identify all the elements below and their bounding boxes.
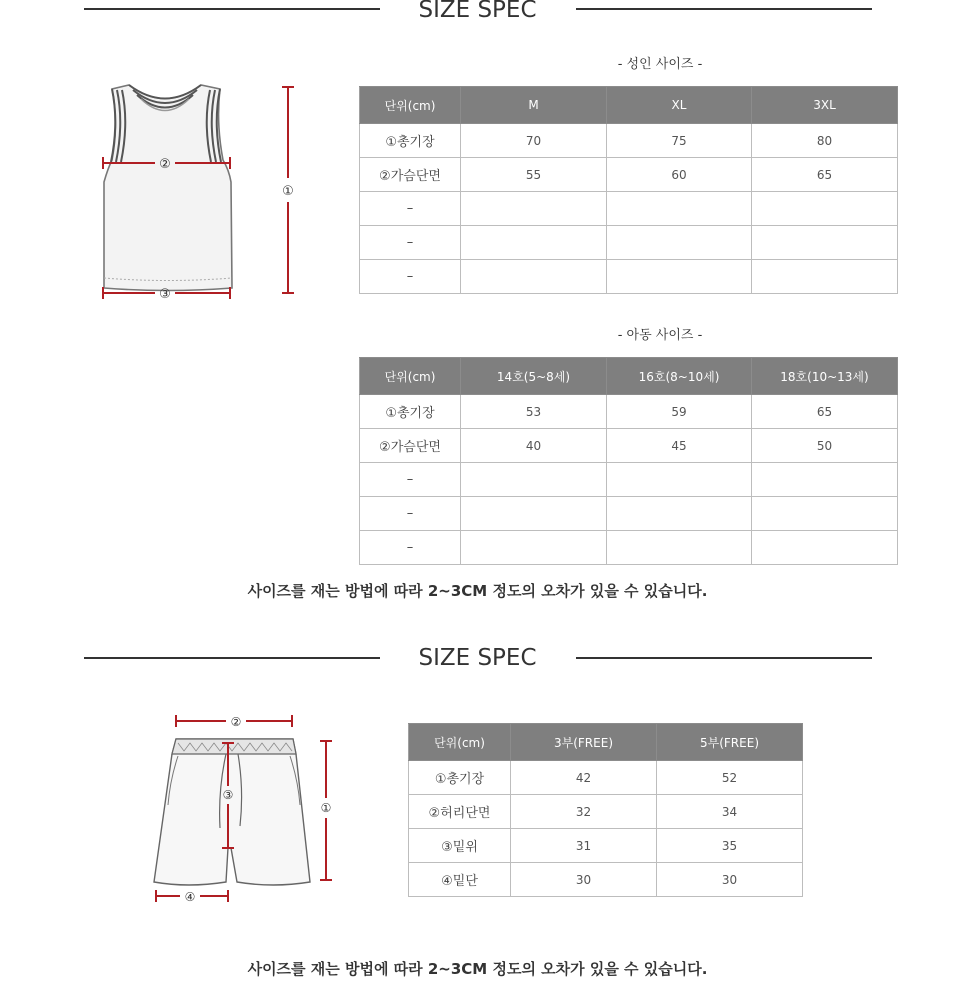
table-cell	[461, 226, 607, 260]
table-cell	[752, 192, 898, 226]
table-cell: 50	[752, 429, 898, 463]
row-label: –	[360, 192, 461, 226]
table-cell	[607, 531, 752, 565]
table-cell	[461, 531, 607, 565]
sleeveless-top-illustration	[95, 78, 305, 303]
waist-measure-label: ②	[230, 715, 242, 729]
section-divider-left	[84, 657, 380, 659]
table-cell	[607, 226, 752, 260]
table-cell: 75	[607, 124, 752, 158]
table-row	[360, 395, 898, 429]
row-label: ②가슴단면	[360, 158, 461, 192]
chest-measure-label: ②	[159, 157, 171, 172]
table-cell	[607, 497, 752, 531]
table-cell	[752, 497, 898, 531]
table-cell: 40	[461, 429, 607, 463]
header-size: 14호(5~8세)	[461, 358, 607, 395]
table-row	[360, 158, 898, 192]
table-cell	[607, 192, 752, 226]
header-size: 16호(8~10세)	[607, 358, 752, 395]
header-unit: 단위(cm)	[409, 724, 511, 761]
row-label: ①총기장	[409, 761, 511, 795]
table-cell: 42	[511, 761, 657, 795]
row-label: –	[360, 497, 461, 531]
table-row	[360, 429, 898, 463]
table-cell: 55	[461, 158, 607, 192]
table-cell: 34	[657, 795, 803, 829]
adult-size-table	[359, 86, 898, 294]
table-cell: 65	[752, 395, 898, 429]
rise-measure-label: ③	[222, 788, 234, 802]
section-divider-right	[576, 8, 872, 10]
table-cell	[752, 226, 898, 260]
table-cell: 30	[657, 863, 803, 897]
header-size: M	[461, 87, 607, 124]
row-label: ②가슴단면	[360, 429, 461, 463]
section-title: SIZE SPEC	[418, 0, 537, 23]
table-cell: 52	[657, 761, 803, 795]
header-size: 5부(FREE)	[657, 724, 803, 761]
table-row	[360, 260, 898, 294]
length-measure-label: ①	[320, 801, 332, 815]
section-divider-right	[576, 657, 872, 659]
table-cell	[461, 463, 607, 497]
table-cell	[752, 260, 898, 294]
kids-size-table	[359, 357, 898, 565]
adult-size-caption: - 성인 사이즈 -	[617, 57, 703, 72]
row-label: ④밑단	[409, 863, 511, 897]
measurement-note: 사이즈를 재는 방법에 따라 2~3CM 정도의 오차가 있을 수 있습니다.	[247, 960, 708, 978]
row-label: –	[360, 226, 461, 260]
table-cell: 65	[752, 158, 898, 192]
table-header-row	[360, 358, 898, 395]
row-label: ①총기장	[360, 124, 461, 158]
table-header-row	[360, 87, 898, 124]
header-size: XL	[607, 87, 752, 124]
table-row	[409, 795, 803, 829]
row-label: –	[360, 463, 461, 497]
table-cell: 30	[511, 863, 657, 897]
header-unit: 단위(cm)	[360, 358, 461, 395]
header-unit: 단위(cm)	[360, 87, 461, 124]
table-row	[360, 124, 898, 158]
table-header-row	[409, 724, 803, 761]
table-row	[360, 192, 898, 226]
table-cell	[461, 192, 607, 226]
table-cell: 45	[607, 429, 752, 463]
table-cell	[752, 463, 898, 497]
table-row	[360, 463, 898, 497]
measurement-note: 사이즈를 재는 방법에 따라 2~3CM 정도의 오차가 있을 수 있습니다.	[247, 582, 708, 600]
header-size: 18호(10~13세)	[752, 358, 898, 395]
row-label: –	[360, 531, 461, 565]
table-row	[360, 531, 898, 565]
table-row	[360, 497, 898, 531]
table-cell: 59	[607, 395, 752, 429]
table-row	[409, 829, 803, 863]
table-row	[409, 863, 803, 897]
row-label: ③밑위	[409, 829, 511, 863]
table-cell: 60	[607, 158, 752, 192]
kids-size-caption: - 아동 사이즈 -	[617, 328, 703, 343]
table-cell: 53	[461, 395, 607, 429]
header-size: 3부(FREE)	[511, 724, 657, 761]
table-cell: 31	[511, 829, 657, 863]
table-cell	[607, 260, 752, 294]
table-cell	[752, 531, 898, 565]
table-cell: 80	[752, 124, 898, 158]
table-cell	[607, 463, 752, 497]
hem-measure-label: ④	[184, 890, 196, 904]
row-label: ②허리단면	[409, 795, 511, 829]
shorts-illustration	[148, 710, 338, 910]
length-measure-label: ①	[282, 184, 294, 199]
section-title: SIZE SPEC	[418, 645, 537, 671]
shorts-size-table	[408, 723, 803, 897]
table-cell: 32	[511, 795, 657, 829]
hem-measure-label: ③	[159, 287, 171, 302]
table-cell	[461, 260, 607, 294]
row-label: ①총기장	[360, 395, 461, 429]
section-divider-left	[84, 8, 380, 10]
table-cell: 35	[657, 829, 803, 863]
row-label: –	[360, 260, 461, 294]
table-cell	[461, 497, 607, 531]
table-row	[409, 761, 803, 795]
table-row	[360, 226, 898, 260]
table-cell: 70	[461, 124, 607, 158]
header-size: 3XL	[752, 87, 898, 124]
